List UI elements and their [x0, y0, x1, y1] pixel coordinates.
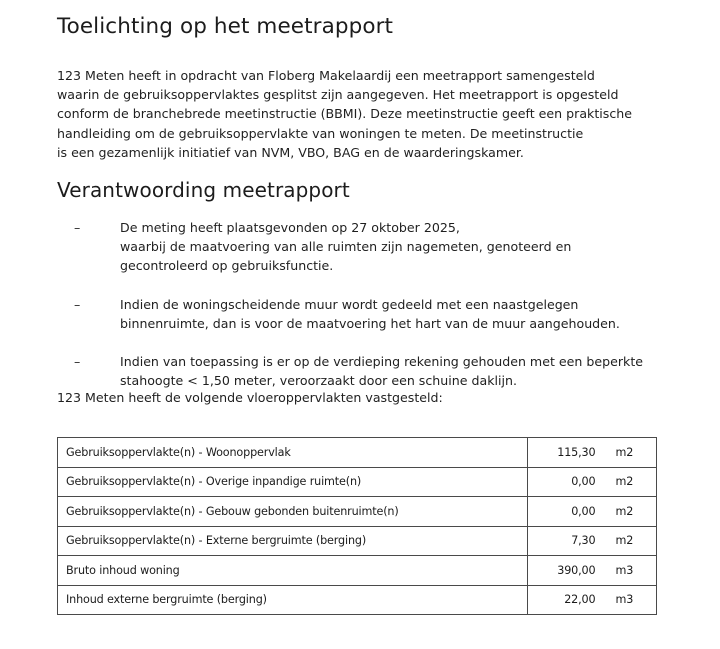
table-cell-value: 7,30 — [528, 526, 602, 556]
table-cell-label: Gebruiksoppervlakte(n) - Woonoppervlak — [58, 438, 528, 468]
table-row — [58, 526, 657, 556]
list-item-line: Indien van toepassing is er op de verdieping rekening gehouden met een beperkte — [120, 354, 644, 370]
list-item — [57, 218, 657, 276]
table-cell-value: 115,30 — [528, 438, 602, 468]
list-item — [57, 352, 657, 390]
page-title: Toelichting op het meetrapport — [57, 14, 394, 39]
table-cell-label: Gebruiksoppervlakte(n) - Gebouw gebonden buitenruimte(n) — [58, 497, 528, 527]
measurements-table — [57, 437, 657, 615]
list-item-line: stahoogte < 1,50 meter, veroorzaakt door een schuine daklijn. — [120, 373, 517, 389]
table-cell-label: Inhoud externe bergruimte (berging) — [58, 585, 528, 615]
table-row — [58, 497, 657, 527]
intro-paragraph-line: conform de branchebrede meetinstructie (BBMI). Deze meetinstructie geeft een praktische — [57, 106, 633, 122]
bullet-dash-icon: – — [74, 354, 81, 370]
table-cell-unit: m2 — [602, 438, 657, 468]
intro-paragraph-line: 123 Meten heeft in opdracht van Floberg Makelaardij een meetrapport samengesteld — [57, 68, 595, 83]
table-row — [58, 467, 657, 497]
intro-paragraph-line: waarin de gebruiksoppervlaktes gesplitst zijn aangegeven. Het meetrapport is opgesteld — [57, 87, 619, 103]
table-cell-unit: m3 — [602, 556, 657, 586]
intro-paragraph — [57, 66, 633, 162]
table-lead-in-text: 123 Meten heeft de volgende vloeroppervlakten vastgesteld: — [57, 390, 443, 405]
list-item-line: Indien de woningscheidende muur wordt gedeeld met een naastgelegen — [120, 296, 579, 312]
responsibility-list — [57, 218, 657, 409]
bullet-dash-icon: – — [74, 220, 81, 235]
table-cell-value: 0,00 — [528, 467, 602, 497]
list-item-line: waarbij de maatvoering van alle ruimten zijn nagemeten, genoteerd en — [120, 239, 572, 255]
table-cell-unit: m2 — [602, 467, 657, 497]
table-cell-label: Gebruiksoppervlakte(n) - Overige inpandige ruimte(n) — [58, 467, 528, 497]
table-cell-value: 390,00 — [528, 556, 602, 586]
list-item — [57, 295, 657, 333]
table-row — [58, 585, 657, 615]
table-cell-value: 0,00 — [528, 497, 602, 527]
table-cell-label: Bruto inhoud woning — [58, 556, 528, 586]
table-cell-unit: m3 — [602, 585, 657, 615]
table-row — [58, 438, 657, 468]
bullet-dash-icon: – — [74, 296, 81, 312]
section-heading-verantwoording: Verantwoording meetrapport — [57, 178, 350, 202]
table-cell-value: 22,00 — [528, 585, 602, 615]
table-row — [58, 556, 657, 586]
list-item-line: De meting heeft plaatsgevonden op 27 oktober 2025, — [120, 220, 460, 235]
table-cell-unit: m2 — [602, 526, 657, 556]
table-cell-label: Gebruiksoppervlakte(n) - Externe bergruimte (berging) — [58, 526, 528, 556]
intro-paragraph-line: is een gezamenlijk initiatief van NVM, VBO, BAG en de waarderingskamer. — [57, 144, 524, 160]
list-item-line: gecontroleerd op gebruiksfunctie. — [120, 258, 334, 274]
intro-paragraph-line: handleiding om de gebruiksoppervlakte van woningen te meten. De meetinstructie — [57, 125, 584, 141]
table-cell-unit: m2 — [602, 497, 657, 527]
list-item-line: binnenruimte, dan is voor de maatvoering het hart van de muur aangehouden. — [120, 315, 620, 331]
